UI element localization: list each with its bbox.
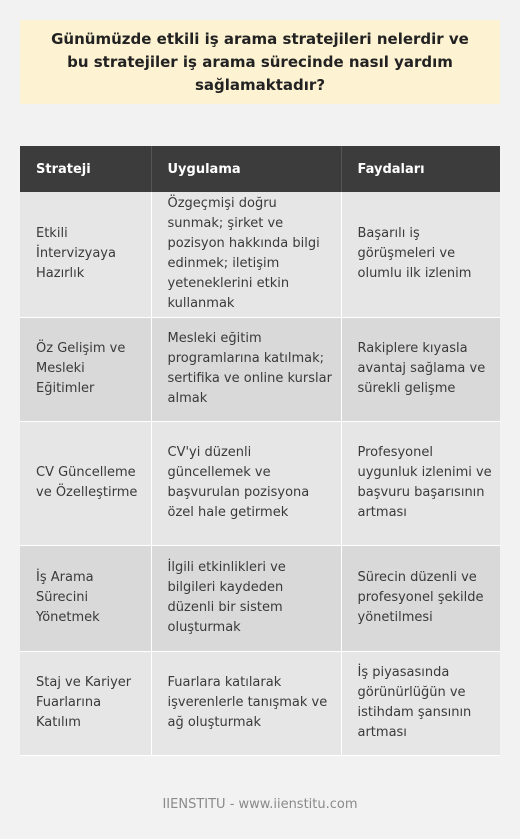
cell-faydalari: Sürecin düzenli ve profesyonel şekilde yönetilmesi (357, 570, 484, 625)
cell-uygulama: Mesleki eğitim programlarına katılmak; sertifika ve online kurslar almak (151, 317, 341, 421)
cell-uygulama: İlgili etkinlikleri ve bilgileri kaydeden düzenli bir sistem oluşturmak (151, 545, 341, 651)
table-row (20, 192, 500, 317)
cell-uygulama: Fuarlara katılarak işverenlerle tanışmak ve ağ oluşturmak (151, 651, 341, 755)
table-row (20, 651, 500, 755)
cell-faydalari: Rakiplere kıyasla avantaj sağlama ve sürekli gelişme (357, 341, 486, 396)
cell-strateji: Öz Gelişim ve Mesleki Eğitimler (20, 317, 151, 421)
table-row (20, 545, 500, 651)
column-header-uygulama: Uygulama (151, 146, 341, 192)
cell-strateji: İş Arama Sürecini Yönetmek (20, 545, 151, 651)
cell-uygulama: CV'yi düzenli güncellemek ve başvurulan pozisyona özel hale getirmek (151, 421, 341, 545)
table-header-row (20, 146, 500, 192)
cell-strateji: Etkili İntervizyaya Hazırlık (20, 192, 151, 317)
table-row (20, 421, 500, 545)
cell-strateji: Staj ve Kariyer Fuarlarına Katılım (20, 651, 151, 755)
cell-faydalari: Profesyonel uygunluk izlenimi ve başvuru başarısının artması (357, 445, 492, 520)
column-header-faydalari: Faydaları (357, 161, 425, 177)
cell-uygulama: Özgeçmişi doğru sunmak; şirket ve pozisyon hakkında bilgi edinmek; iletişim yeteneklerini etkin kullanmak (151, 192, 341, 317)
cell-strateji: CV Güncelleme ve Özelleştirme (20, 421, 151, 545)
title-banner (20, 20, 500, 104)
cell-faydalari: Başarılı iş görüşmeleri ve olumlu ilk izlenim (357, 226, 472, 282)
table-row (20, 317, 500, 421)
page-title: Günümüzde etkili iş arama stratejileri nelerdir ve bu stratejiler iş arama sürecinde nasıl yardım sağlamaktadır? (51, 29, 469, 94)
cell-faydalari: İş piyasasında görünürlüğün ve istihdam şansının artması (357, 665, 472, 740)
footer-credit: IIENSTITU - www.iienstitu.com (162, 797, 358, 812)
strategy-table (20, 146, 500, 756)
column-header-strateji: Strateji (20, 146, 151, 192)
